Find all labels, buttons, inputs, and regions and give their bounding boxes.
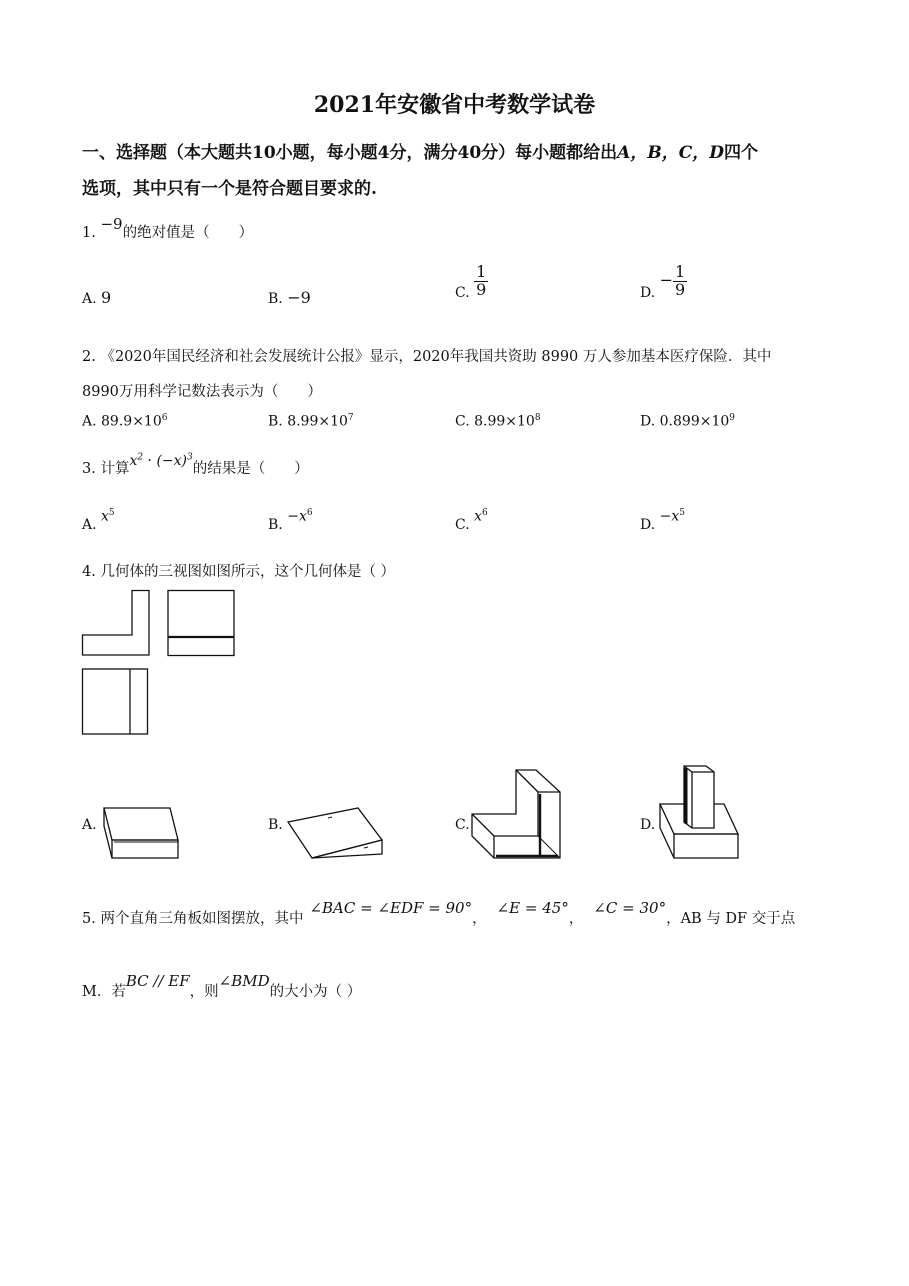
question-2-number: 2. <box>82 349 96 365</box>
question-5-prefix: 两个直角三角板如图摆放，其中 <box>100 911 304 927</box>
question-3-option-c[interactable] <box>455 508 488 533</box>
question-2-stem <box>82 345 771 366</box>
question-1-expr: −9 <box>100 215 123 233</box>
question-5-number: 5. <box>82 911 96 927</box>
line2-mid: ，则 <box>189 984 219 1000</box>
option-value: 9 <box>101 288 112 307</box>
question-3-number: 3. <box>82 461 96 477</box>
option-base: 89.9×10 <box>101 413 162 430</box>
math-angle-bmd: ∠BMD <box>218 972 270 990</box>
question-1-number: 1. <box>82 225 96 241</box>
question-1-stem <box>82 215 254 242</box>
option-base: x <box>101 508 109 525</box>
option-exponent: 8 <box>534 413 541 423</box>
three-view-diagram <box>82 590 242 740</box>
option-exponent: 6 <box>482 508 488 518</box>
question-3-expression: $x^2 \cdot (-x)^3$ <box>129 452 193 469</box>
option-exponent: 5 <box>679 508 686 518</box>
question-4-option-b[interactable]: B. <box>268 817 283 833</box>
question-3-option-d[interactable] <box>640 508 686 533</box>
question-4-stem <box>82 560 395 581</box>
solid-d-icon <box>658 762 742 862</box>
option-exponent: 6 <box>306 508 313 518</box>
solid-c-icon <box>470 768 566 862</box>
option-label: D. <box>640 516 656 533</box>
question-2-option-b[interactable] <box>268 413 354 430</box>
question-1-option-c[interactable] <box>455 262 488 302</box>
separator: ， <box>472 911 487 927</box>
question-1-suffix: 的绝对值是（ ） <box>122 225 254 241</box>
math-angle-bac-edf: ∠BAC = ∠EDF = 90° <box>309 899 473 917</box>
question-3-suffix: 的结果是（ ） <box>192 461 309 477</box>
section-suffix: 四个 <box>724 143 758 163</box>
question-2-option-d[interactable] <box>640 413 735 430</box>
question-4-text: 几何体的三视图如图所示，这个几何体是（ ） <box>100 564 396 580</box>
question-1-option-d[interactable] <box>640 262 687 302</box>
option-exponent: 6 <box>161 413 168 423</box>
fraction <box>474 264 488 299</box>
question-1-option-a[interactable] <box>82 288 111 307</box>
option-base: x <box>298 508 307 525</box>
option-base: x <box>671 508 680 525</box>
page-title: 2021年安徽省中考数学试卷 <box>313 92 596 118</box>
separator: ， <box>568 911 584 927</box>
option-value: −9 <box>287 288 311 307</box>
option-label: B. <box>268 291 283 307</box>
option-exponent: 7 <box>347 413 354 423</box>
option-sign: − <box>659 270 674 290</box>
option-label: B. <box>268 516 283 533</box>
fraction-denominator: 9 <box>675 279 686 299</box>
option-label: C. <box>455 516 470 533</box>
option-label: C. <box>455 413 470 430</box>
question-2-option-c[interactable] <box>455 413 541 430</box>
question-3-option-b[interactable] <box>268 508 313 533</box>
solid-b-icon <box>286 806 386 862</box>
question-3-prefix: 计算 <box>100 461 130 477</box>
math-angle-e: ∠E = 45° <box>496 899 569 917</box>
fraction-denominator: 9 <box>476 279 487 299</box>
line2-suffix: 的大小为（ ） <box>269 984 362 1000</box>
fraction-numerator: 1 <box>476 262 487 281</box>
math-angle-c: ∠C = 30° <box>593 899 667 917</box>
question-1-option-b[interactable] <box>268 288 311 307</box>
option-label: A. <box>82 413 97 430</box>
option-label: D. <box>640 413 656 430</box>
option-exponent: 9 <box>729 413 735 423</box>
option-base: 8.99×10 <box>474 413 535 430</box>
top-view <box>83 669 148 734</box>
option-base: x <box>474 508 483 525</box>
option-label: B. <box>268 413 283 430</box>
section-letters: A，B，C，D <box>617 143 724 163</box>
option-sign: − <box>659 508 672 525</box>
question-5-suffix: ，AB 与 DF 交于点 <box>666 911 796 927</box>
question-4-option-c[interactable]: C. <box>455 817 470 833</box>
question-3-option-a[interactable] <box>82 508 115 533</box>
option-base: 8.99×10 <box>287 413 348 430</box>
question-3-stem <box>82 452 309 478</box>
fraction <box>673 264 687 299</box>
fraction-numerator: 1 <box>675 262 686 281</box>
option-base: 0.899×10 <box>659 413 730 430</box>
question-2-option-a[interactable] <box>82 413 167 430</box>
line2-prefix: M．若 <box>82 984 126 1000</box>
option-sign: − <box>287 508 299 525</box>
front-view <box>83 591 150 656</box>
option-label: A. <box>82 516 97 533</box>
option-label: D. <box>640 285 656 302</box>
option-exponent: 5 <box>108 508 115 518</box>
section-header-line2: 选项，其中只有一个是符合题目要求的. <box>82 179 377 199</box>
question-2-text-line1: 《2020年国民经济和社会发展统计公报》显示，2020年我国共资助 8990 万人参加基本医疗保险．其中 <box>100 349 772 365</box>
option-label: A. <box>82 291 97 307</box>
question-2-stem-line2: 8990万用科学记数法表示为（ ） <box>82 384 322 400</box>
question-4-option-d[interactable]: D. <box>640 817 656 833</box>
question-4-option-a[interactable]: A. <box>82 817 97 833</box>
section-header <box>82 138 758 163</box>
side-view <box>168 591 234 656</box>
section-prefix: 一、选择题（本大题共10小题，每小题4分，满分40分）每小题都给出 <box>82 143 618 163</box>
solid-a-icon <box>100 806 182 862</box>
question-5-stem-line2 <box>82 972 362 1001</box>
math-parallel: BC // EF <box>125 972 190 990</box>
option-label: C. <box>455 285 470 302</box>
question-5-stem <box>82 899 796 928</box>
question-4-number: 4. <box>82 564 96 580</box>
